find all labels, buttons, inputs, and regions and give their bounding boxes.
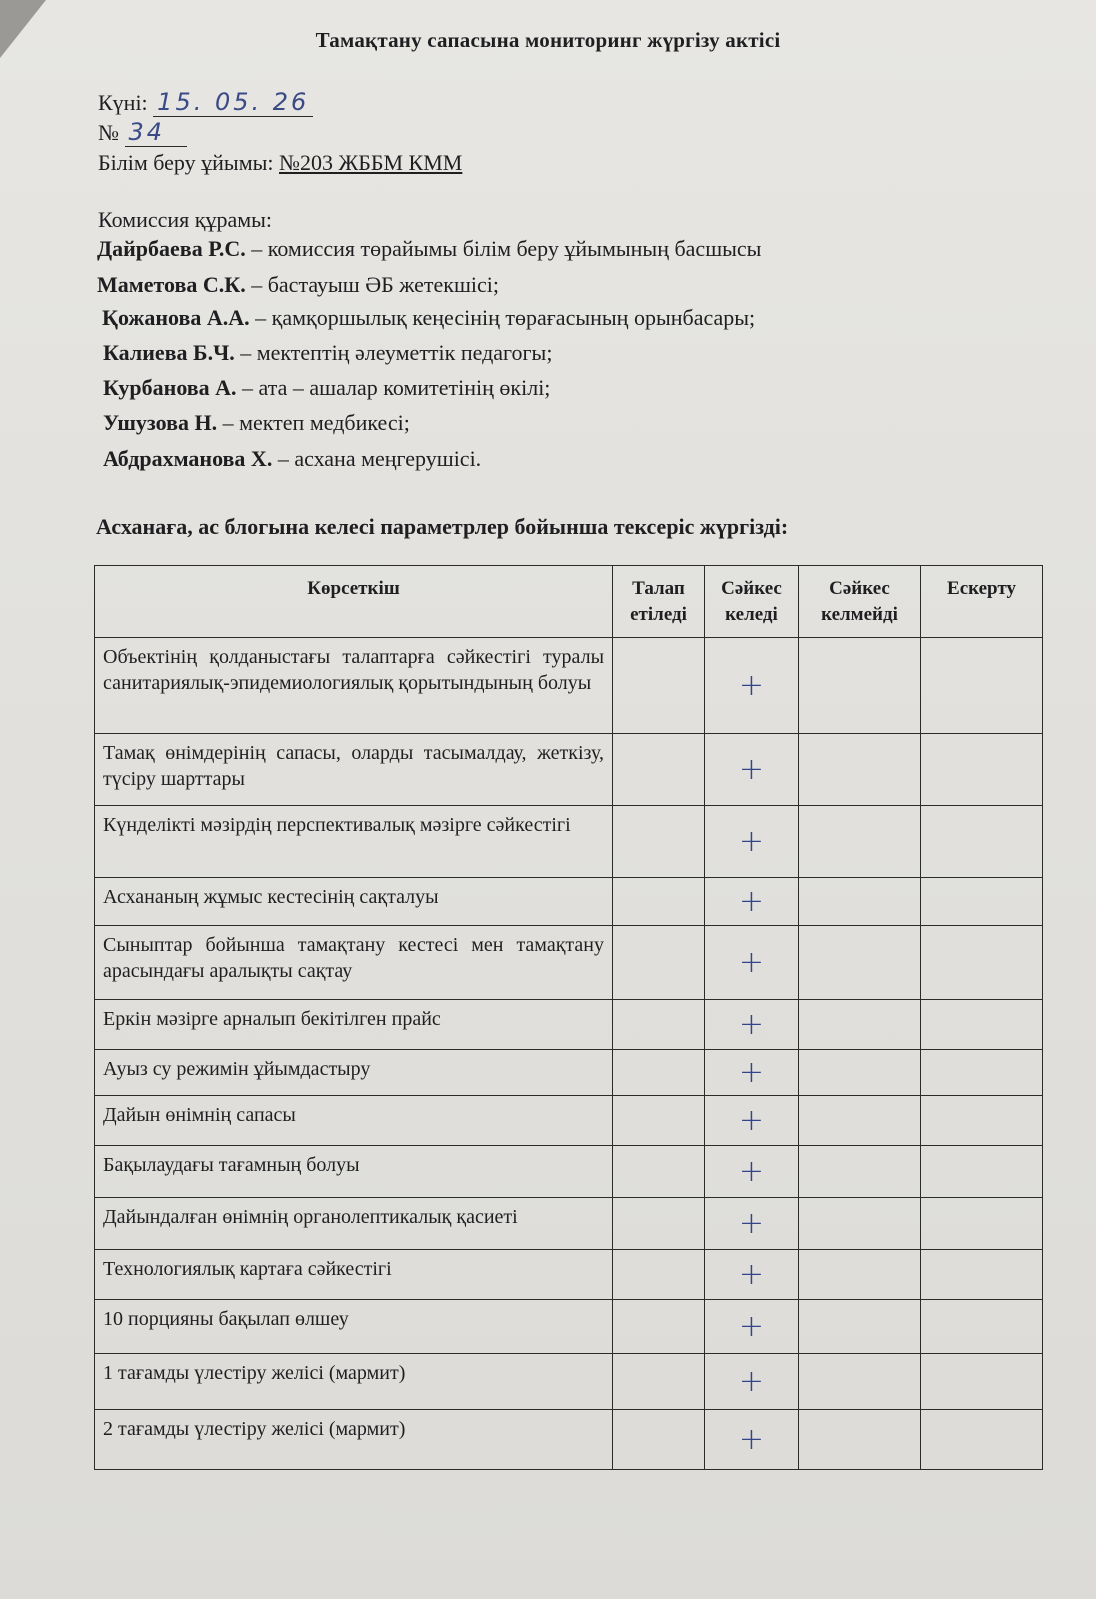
indicator-cell: Дайындалған өнімнің органолептикалық қасиеті	[95, 1198, 613, 1250]
noncompliant-cell	[799, 1198, 921, 1250]
commission-member	[103, 375, 550, 401]
number-line	[98, 118, 187, 147]
required-cell	[613, 1354, 705, 1410]
note-cell	[921, 1146, 1043, 1198]
required-cell	[613, 734, 705, 806]
compliant-mark: +	[705, 734, 799, 806]
required-cell	[613, 1000, 705, 1050]
note-cell	[921, 1354, 1043, 1410]
required-cell	[613, 1198, 705, 1250]
member-role: – мектептің әлеуметтік педагогы;	[234, 340, 553, 365]
indicator-cell: Сыныптар бойынша тамақтану кестесі мен тамақтану арасындағы аралықты сақтау	[95, 926, 613, 1000]
member-role: – асхана меңгерушісі.	[272, 446, 482, 471]
table-row	[95, 638, 1043, 734]
indicator-cell: 1 тағамды үлестіру желісі (мармит)	[95, 1354, 613, 1410]
noncompliant-cell	[799, 878, 921, 926]
note-cell	[921, 1050, 1043, 1096]
date-value: 15. 05. 26	[153, 88, 313, 117]
table-row	[95, 1354, 1043, 1410]
required-cell	[613, 926, 705, 1000]
member-name: Қожанова А.А.	[102, 305, 250, 330]
member-name: Курбанова А.	[103, 375, 237, 400]
header-compliant: Сәйкес келеді	[705, 566, 799, 638]
section-heading: Асханаға, ас блогына келесі параметрлер бойынша тексеріс жүргізді:	[96, 514, 789, 539]
compliant-mark: +	[705, 1096, 799, 1146]
compliant-mark: +	[705, 1198, 799, 1250]
indicator-cell: 2 тағамды үлестіру желісі (мармит)	[95, 1410, 613, 1470]
compliant-mark: +	[705, 806, 799, 878]
compliant-mark: +	[705, 878, 799, 926]
compliant-mark: +	[705, 1146, 799, 1198]
table-row	[95, 878, 1043, 926]
compliant-mark: +	[705, 1050, 799, 1096]
table-row	[95, 734, 1043, 806]
noncompliant-cell	[799, 1250, 921, 1300]
header-note: Ескерту	[921, 566, 1043, 638]
table-row	[95, 1096, 1043, 1146]
note-cell	[921, 1096, 1043, 1146]
note-cell	[921, 638, 1043, 734]
commission-member	[103, 410, 410, 436]
indicator-cell: Дайын өнімнің сапасы	[95, 1096, 613, 1146]
note-cell	[921, 734, 1043, 806]
table-row	[95, 1198, 1043, 1250]
table-row	[95, 1050, 1043, 1096]
required-cell	[613, 806, 705, 878]
org-line	[98, 150, 462, 176]
header-indicator: Көрсеткіш	[95, 566, 613, 638]
noncompliant-cell	[799, 1410, 921, 1470]
noncompliant-cell	[799, 1050, 921, 1096]
note-cell	[921, 1410, 1043, 1470]
compliant-mark: +	[705, 638, 799, 734]
indicator-cell: Объектінің қолданыстағы талаптарға сәйкестігі туралы санитариялық-эпидемиологиялық қорытындының болуы	[95, 638, 613, 734]
required-cell	[613, 1146, 705, 1198]
table-row	[95, 1250, 1043, 1300]
inspection-table	[94, 565, 1043, 1470]
noncompliant-cell	[799, 926, 921, 1000]
member-role: – мектеп медбикесі;	[217, 410, 410, 435]
required-cell	[613, 1410, 705, 1470]
required-cell	[613, 638, 705, 734]
table-row	[95, 1300, 1043, 1354]
noncompliant-cell	[799, 806, 921, 878]
noncompliant-cell	[799, 1354, 921, 1410]
table-row	[95, 1410, 1043, 1470]
table-row	[95, 1000, 1043, 1050]
table-row	[95, 806, 1043, 878]
indicator-cell: Күнделікті мәзірдің перспективалық мәзірге сәйкестігі	[95, 806, 613, 878]
noncompliant-cell	[799, 1146, 921, 1198]
compliant-mark: +	[705, 1000, 799, 1050]
required-cell	[613, 1300, 705, 1354]
member-name: Дайрбаева Р.С.	[97, 236, 246, 261]
document-title: Тамақтану сапасына мониторинг жүргізу актісі	[315, 28, 781, 52]
required-cell	[613, 878, 705, 926]
org-value: №203 ЖББМ КММ	[279, 150, 463, 175]
number-label: №	[98, 120, 119, 145]
table-header-row	[95, 566, 1043, 638]
member-role: – комиссия төрайымы білім беру ұйымының басшысы	[245, 236, 762, 261]
note-cell	[921, 1250, 1043, 1300]
required-cell	[613, 1050, 705, 1096]
note-cell	[921, 926, 1043, 1000]
commission-member	[103, 340, 552, 366]
indicator-cell: Бақылаудағы тағамның болуы	[95, 1146, 613, 1198]
commission-member	[102, 305, 755, 331]
member-role: – қамқоршылық кеңесінің төрағасының орынбасары;	[249, 305, 756, 330]
member-name: Маметова С.К.	[97, 272, 246, 297]
indicator-cell: 10 порцияны бақылап өлшеу	[95, 1300, 613, 1354]
table-row	[95, 1146, 1043, 1198]
note-cell	[921, 1000, 1043, 1050]
commission-member	[97, 236, 761, 262]
commission-member	[97, 272, 499, 298]
indicator-cell: Асхананың жұмыс кестесінің сақталуы	[95, 878, 613, 926]
noncompliant-cell	[799, 1300, 921, 1354]
note-cell	[921, 1198, 1043, 1250]
table-row	[95, 926, 1043, 1000]
indicator-cell: Технологиялық картаға сәйкестігі	[95, 1250, 613, 1300]
noncompliant-cell	[799, 1000, 921, 1050]
note-cell	[921, 806, 1043, 878]
note-cell	[921, 878, 1043, 926]
required-cell	[613, 1250, 705, 1300]
header-required: Талап етіледі	[613, 566, 705, 638]
indicator-cell: Ауыз су режимін ұйымдастыру	[95, 1050, 613, 1096]
required-cell	[613, 1096, 705, 1146]
indicator-cell: Тамақ өнімдерінің сапасы, оларды тасымалдау, жеткізу, түсіру шарттары	[95, 734, 613, 806]
member-role: – бастауыш ӘБ жетекшісі;	[245, 272, 499, 297]
member-name: Ушузова Н.	[103, 410, 218, 435]
noncompliant-cell	[799, 734, 921, 806]
member-role: – ата – ашалар комитетінің өкілі;	[236, 375, 551, 400]
member-name: Калиева Б.Ч.	[103, 340, 235, 365]
compliant-mark: +	[705, 1410, 799, 1470]
header-noncompliant: Сәйкес келмейді	[799, 566, 921, 638]
date-line	[98, 88, 313, 117]
indicator-cell: Еркін мәзірге арналып бекітілген прайс	[95, 1000, 613, 1050]
compliant-mark: +	[705, 1300, 799, 1354]
compliant-mark: +	[705, 1250, 799, 1300]
noncompliant-cell	[799, 1096, 921, 1146]
commission-member	[103, 446, 481, 472]
compliant-mark: +	[705, 926, 799, 1000]
date-label: Күні:	[98, 90, 148, 115]
org-label: Білім беру ұйымы:	[98, 150, 274, 175]
noncompliant-cell	[799, 638, 921, 734]
number-value: 34	[125, 118, 188, 147]
member-name: Абдрахманова Х.	[103, 446, 273, 471]
commission-heading: Комиссия құрамы:	[98, 207, 273, 232]
compliant-mark: +	[705, 1354, 799, 1410]
note-cell	[921, 1300, 1043, 1354]
